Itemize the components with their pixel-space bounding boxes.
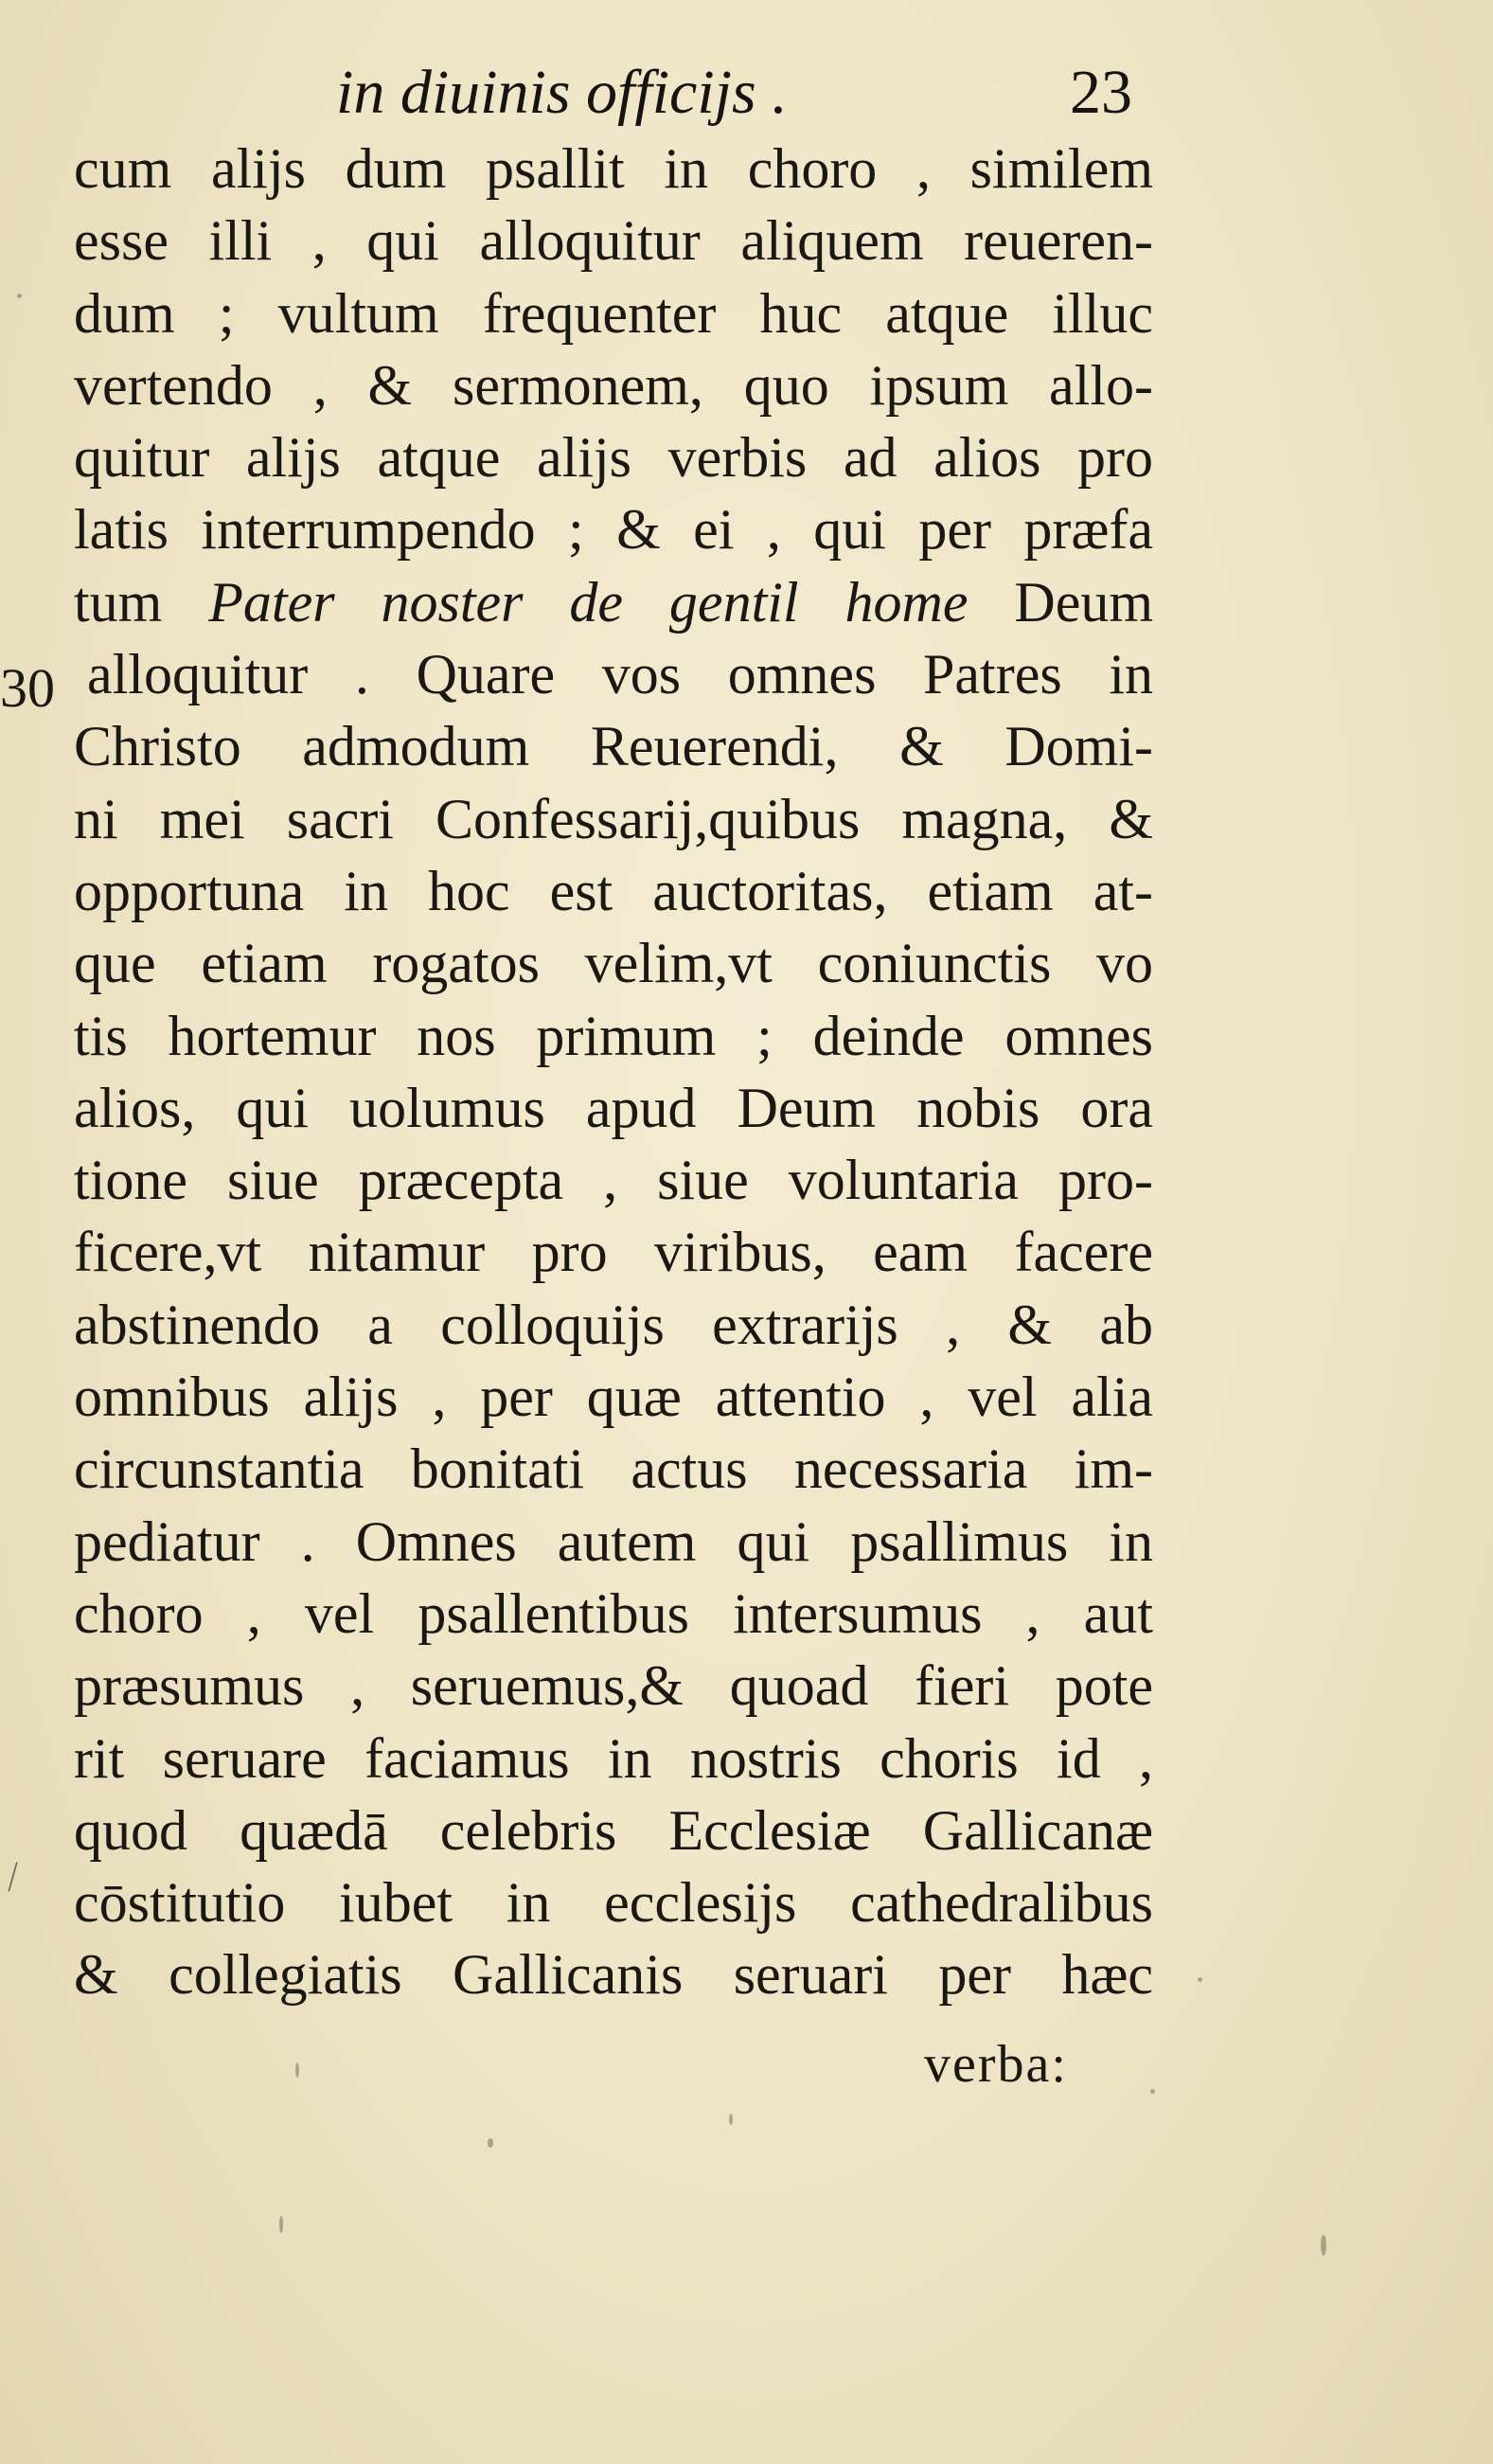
- text-line: Christo admodum Reuerendi, & Domi-: [74, 715, 1153, 778]
- text-line: circunstantia bonitati actus necessaria im-: [74, 1437, 1153, 1501]
- italic-phrase: Pater noster de gentil home: [208, 570, 969, 634]
- text-segment: tum: [74, 570, 163, 634]
- text-line: alloquitur . Quare vos omnes Patres in: [87, 643, 1153, 706]
- page-number: 23: [1070, 58, 1132, 127]
- margin-ink-mark: ⁄: [2, 1855, 24, 1898]
- body-text: [74, 133, 1153, 2011]
- text-line: quitur alijs atque alijs verbis ad alios pro: [74, 426, 1153, 490]
- paper-speck: [17, 294, 22, 298]
- paper-speck: [1198, 1977, 1202, 1982]
- text-line: abstinendo a colloquijs extrarijs , & ab: [74, 1293, 1153, 1356]
- running-head: in diuinis officijs .: [336, 58, 788, 127]
- paper-speck: [295, 2062, 299, 2078]
- text-line: & collegiatis Gallicanis seruari per hæc: [74, 1943, 1153, 2007]
- catchword: verba:: [924, 2035, 1068, 2094]
- paper-speck: [488, 2138, 493, 2148]
- paper-speck: [1150, 2089, 1155, 2094]
- text-line: esse illi , qui alloquitur aliquem reueren-: [74, 209, 1153, 273]
- text-line: dum ; vultum frequenter huc atque illuc: [74, 281, 1153, 345]
- text-line: cōstitutio iubet in ecclesijs cathedralibus: [74, 1871, 1153, 1935]
- paper-speck: [1321, 2235, 1326, 2256]
- page-header: [0, 57, 1493, 133]
- text-line: choro , vel psallentibus intersumus , aut: [74, 1581, 1153, 1645]
- text-line: que etiam rogatos velim,vt coniunctis vo: [74, 932, 1153, 995]
- text-line: cum alijs dum psallit in choro , similem: [74, 137, 1153, 200]
- margin-line-number: 30: [0, 657, 55, 719]
- text-line: tione siue præcepta , siue voluntaria pro-: [74, 1149, 1153, 1212]
- text-line: pediatur . Omnes autem qui psallimus in: [74, 1509, 1153, 1573]
- text-segment: Deum: [1014, 570, 1154, 634]
- text-line: ni mei sacri Confessarij,quibus magna, &: [74, 787, 1153, 850]
- text-line: ficere,vt nitamur pro viribus, eam facere: [74, 1221, 1153, 1284]
- text-line: latis interrumpendo ; & ei , qui per præfa: [74, 498, 1153, 562]
- text-line-mixed: [74, 566, 1153, 638]
- text-line: omnibus alijs , per quæ attentio , vel alia: [74, 1366, 1153, 1429]
- paper-speck: [279, 2216, 283, 2233]
- text-line: quod quædā celebris Ecclesiæ Gallicanæ: [74, 1798, 1153, 1862]
- text-line: opportuna in hoc est auctoritas, etiam at-: [74, 859, 1153, 922]
- paper-speck: [729, 2114, 733, 2125]
- text-line: præsumus , seruemus,& quoad fieri pote: [74, 1654, 1153, 1718]
- text-line: alios, qui uolumus apud Deum nobis ora: [74, 1076, 1153, 1139]
- text-line: rit seruare faciamus in nostris choris id ,: [74, 1726, 1153, 1790]
- text-line: vertendo , & sermonem, quo ipsum allo-: [74, 353, 1153, 417]
- text-line: tis hortemur nos primum ; deinde omnes: [74, 1004, 1153, 1067]
